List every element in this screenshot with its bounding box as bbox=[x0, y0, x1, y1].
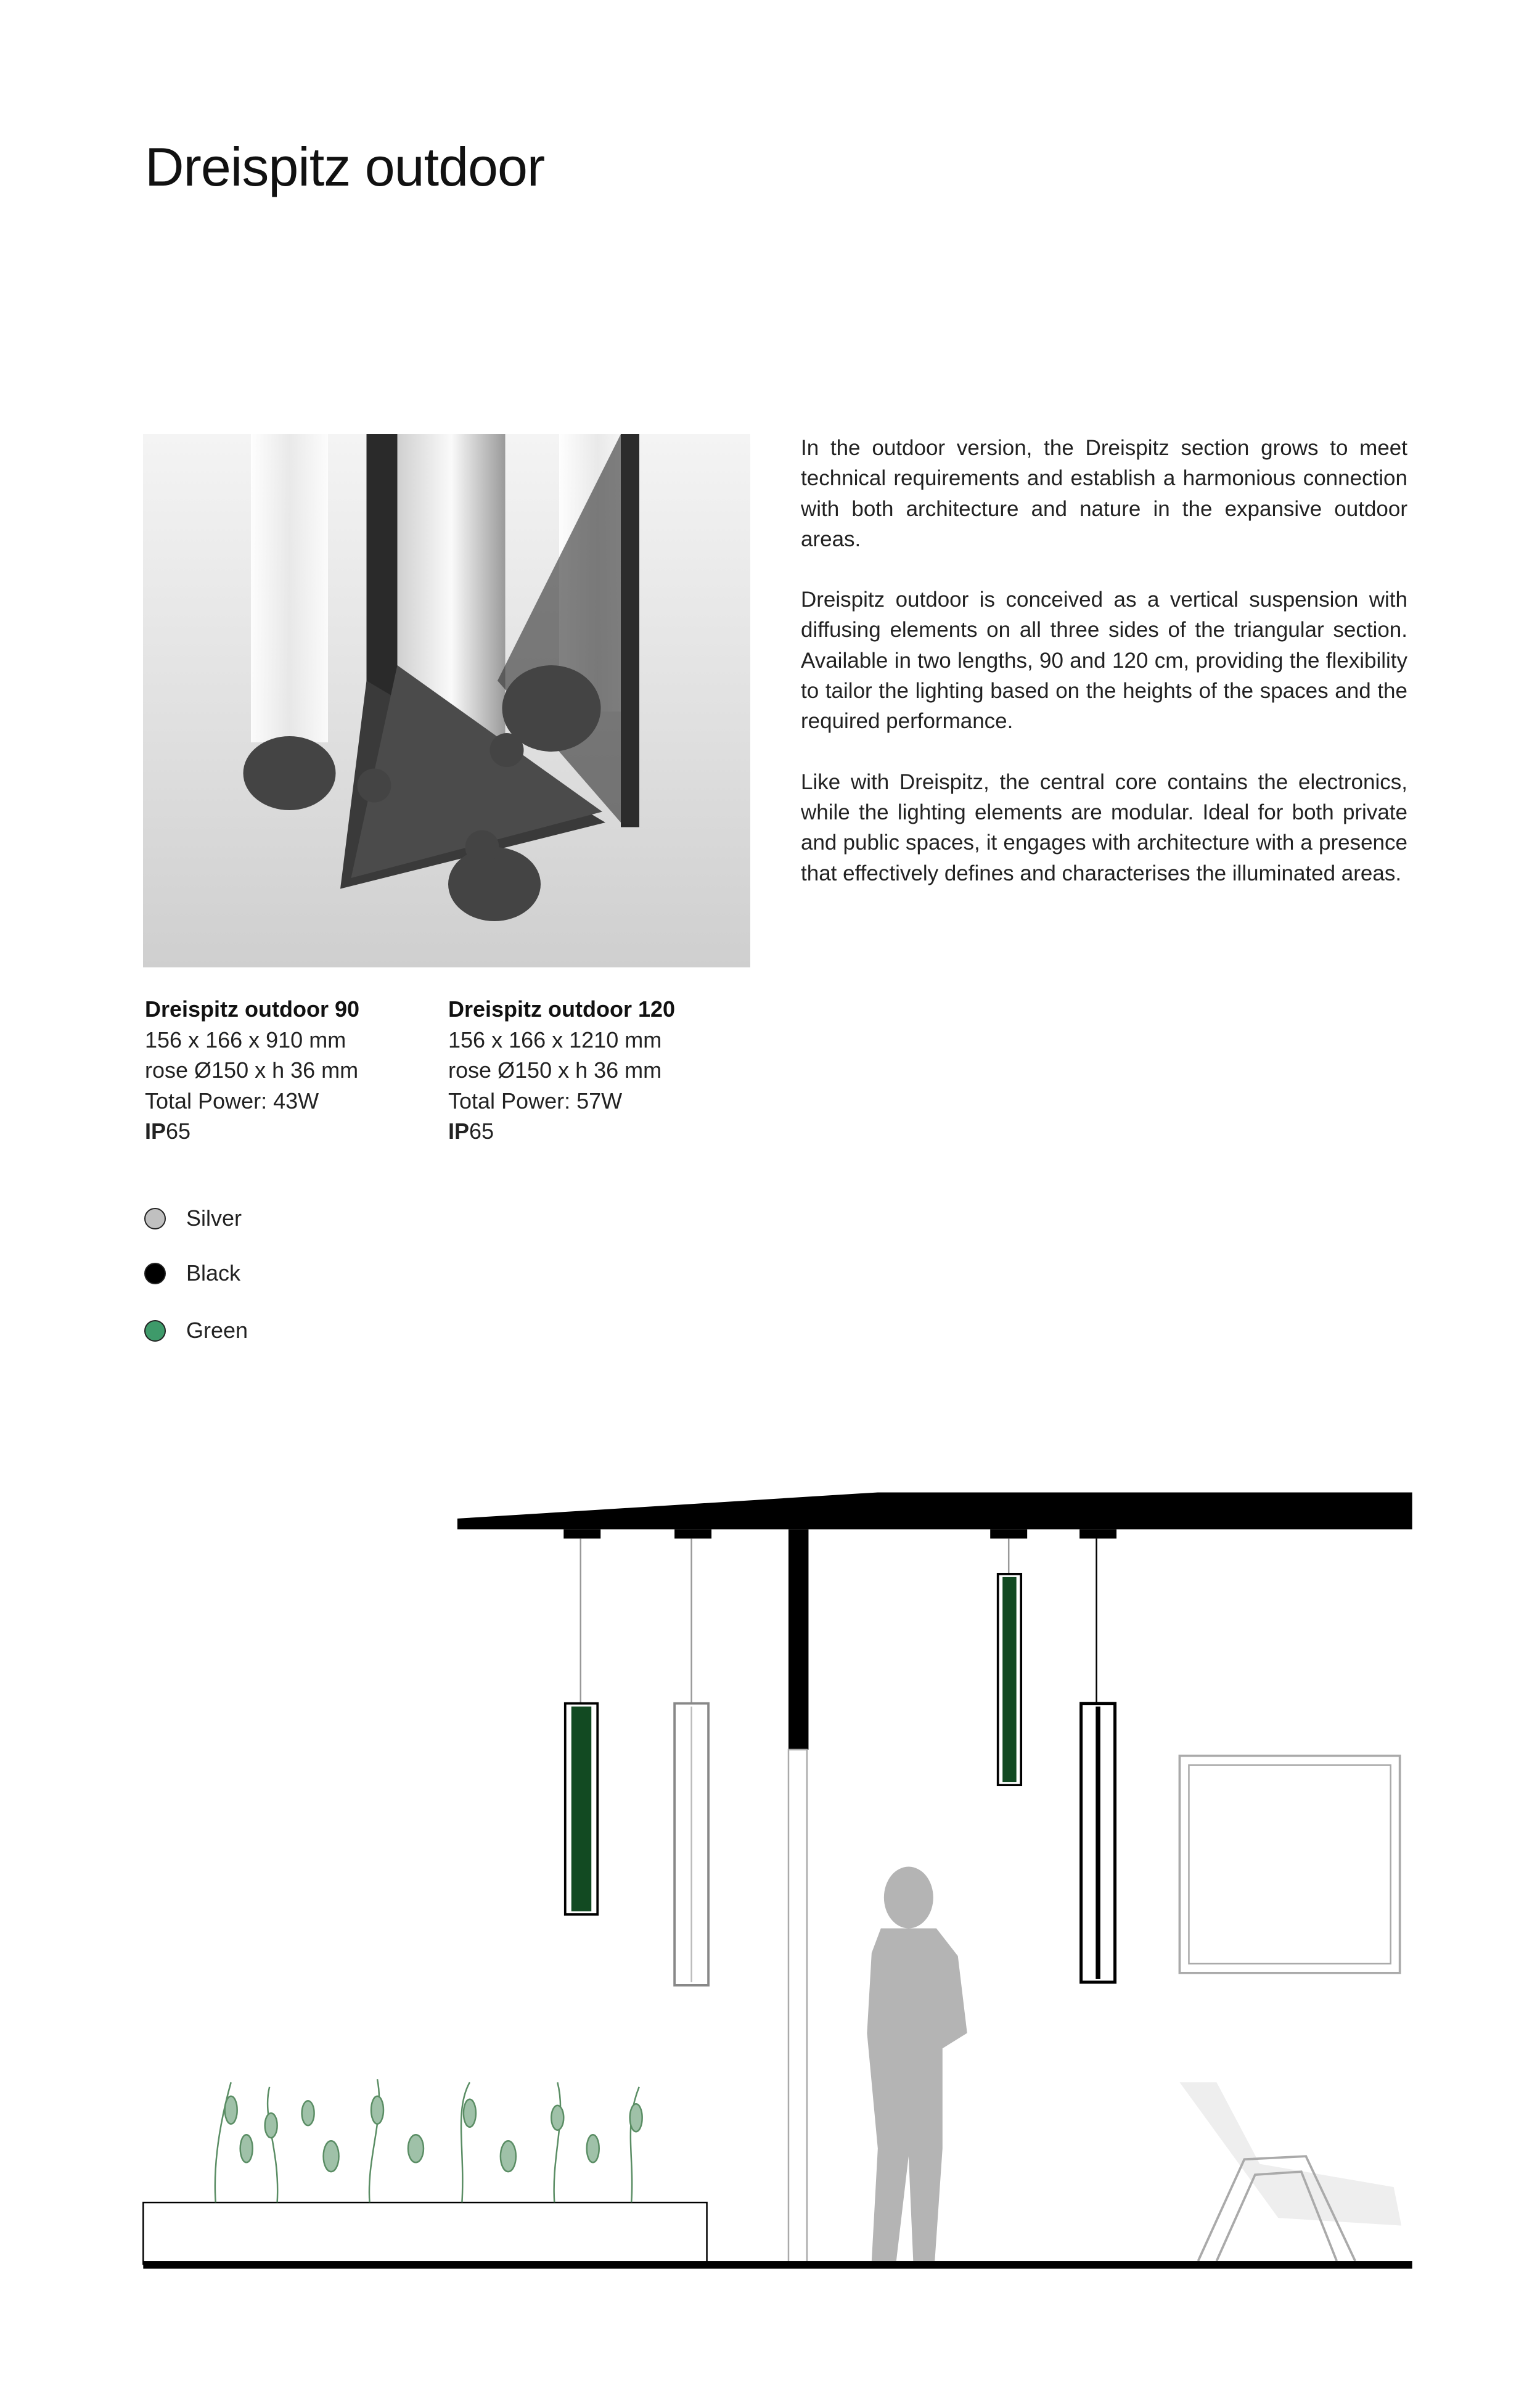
finish-label: Black bbox=[186, 1260, 241, 1286]
spec-block-120 bbox=[448, 994, 675, 1147]
description-paragraph: In the outdoor version, the Dreispitz section grows to meet technical requirements and establish a harmonious connection with both architecture and nature in the expansive outdoor areas. bbox=[801, 436, 1407, 551]
product-photo bbox=[143, 434, 750, 967]
plants bbox=[215, 2079, 642, 2202]
installation-illustration bbox=[0, 1448, 1540, 2310]
lamp-green-90 bbox=[565, 1704, 597, 1914]
color-swatch-icon bbox=[144, 1320, 166, 1342]
model-name: Dreispitz outdoor 90 bbox=[145, 996, 360, 1022]
person-silhouette bbox=[867, 1867, 967, 2262]
spec-block-90 bbox=[145, 994, 359, 1147]
model-rose: rose Ø150 x h 36 mm bbox=[448, 1057, 662, 1083]
description-paragraph: Like with Dreispitz, the central core contains the electronics, while the lighting elements are modular. Ideal for both private and public spaces, it engages with architecture with a presence that effectively defines and characterises the illuminated areas. bbox=[801, 769, 1407, 885]
model-power: Total Power: 43W bbox=[145, 1088, 319, 1114]
lamp-black-120 bbox=[1081, 1704, 1115, 1982]
finish-label: Green bbox=[186, 1318, 248, 1343]
planter bbox=[143, 2202, 707, 2264]
finish-silver bbox=[144, 1205, 242, 1231]
ip-value: 65 bbox=[469, 1118, 494, 1144]
ip-value: 65 bbox=[166, 1118, 191, 1144]
model-dimensions: 156 x 166 x 1210 mm bbox=[448, 1027, 662, 1052]
finish-black bbox=[144, 1260, 240, 1286]
support-post bbox=[788, 1750, 807, 2264]
color-swatch-icon bbox=[144, 1208, 166, 1229]
window bbox=[1179, 1756, 1399, 1973]
color-swatch-icon bbox=[144, 1263, 166, 1284]
model-name: Dreispitz outdoor 120 bbox=[448, 996, 676, 1022]
page-title: Dreispitz outdoor bbox=[145, 136, 545, 197]
finish-green bbox=[144, 1318, 248, 1344]
lamp-silver-120 bbox=[674, 1704, 708, 1985]
lamp-green-small bbox=[998, 1574, 1021, 1785]
model-ip bbox=[145, 1116, 359, 1147]
model-rose: rose Ø150 x h 36 mm bbox=[145, 1057, 359, 1083]
chair bbox=[1179, 2082, 1401, 2261]
ip-prefix: IP bbox=[145, 1118, 166, 1144]
finish-label: Silver bbox=[186, 1205, 242, 1231]
ground-line bbox=[143, 2261, 1412, 2268]
canopy-beam bbox=[788, 1529, 808, 1749]
canopy-roof bbox=[457, 1492, 1412, 1529]
model-power: Total Power: 57W bbox=[448, 1088, 623, 1114]
model-dimensions: 156 x 166 x 910 mm bbox=[145, 1027, 346, 1052]
description-paragraph: Dreispitz outdoor is conceived as a vertical suspension with diffusing elements on all three sides of the triangular section. Available in two lengths, 90 and 120 cm, providing the flexibility to tailor the lighting based on the heights of the spaces and the required performance. bbox=[801, 588, 1407, 734]
model-ip bbox=[448, 1116, 675, 1147]
description bbox=[801, 433, 1407, 919]
ip-prefix: IP bbox=[448, 1118, 470, 1144]
